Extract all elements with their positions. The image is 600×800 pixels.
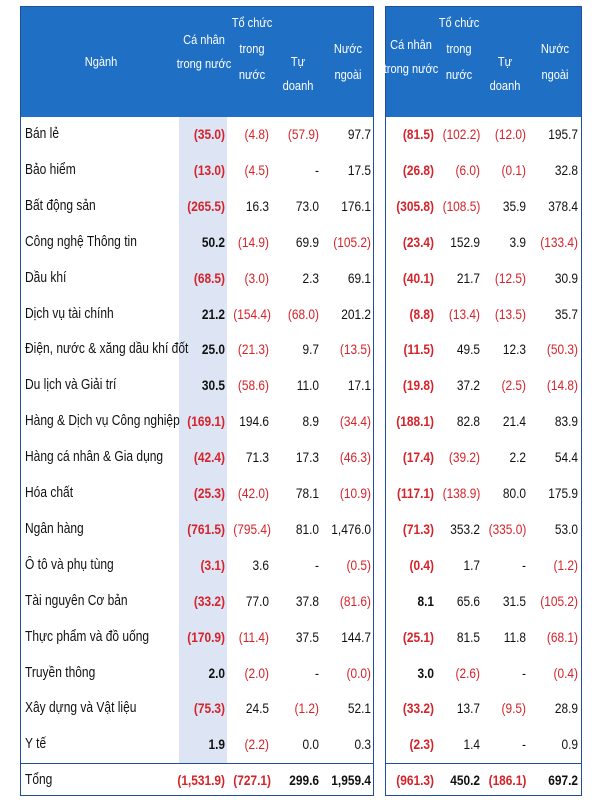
foreign-value: (0.5) [346,556,371,573]
institution-value: (4.8) [244,126,269,142]
individual-value: (33.2) [402,700,434,717]
foreign-value: 17.1 [347,377,371,394]
table-row [386,656,581,690]
table-row [386,368,581,402]
table-row [21,691,373,725]
proprietary-value: - [315,664,319,681]
table-row [386,512,581,546]
individual-value: 8.1 [417,592,434,609]
sector-name: Du lịch và Giải trí [25,376,117,394]
institution-value: (727.1) [233,772,272,788]
institution-value: 1.7 [463,556,480,573]
header-individual-2: trong nước [383,61,439,76]
header-institution-3: nước [238,67,266,82]
header-institution-3: nước [445,67,473,82]
proprietary-value: 11.8 [503,628,526,645]
individual-value: 25.0 [201,341,225,358]
table-row [21,476,373,510]
sector-name: Y tế [25,735,47,753]
institution-value: 82.8 [456,413,480,430]
proprietary-value: 35.9 [502,197,526,214]
foreign-value: (10.9) [339,485,371,501]
foreign-value: 54.4 [554,449,578,466]
header-proprietary: Tự doanh [282,54,314,93]
foreign-value: 195.7 [548,126,578,142]
proprietary-value: 73.0 [295,197,319,214]
individual-value: (23.4) [402,233,434,250]
foreign-value: 69.1 [347,269,371,286]
header-institution-1: Tổ chức [438,15,480,30]
proprietary-value: 11.0 [296,377,319,394]
table-row [21,512,373,546]
table-row [21,368,373,402]
proprietary-value: 299.6 [289,772,319,788]
header-institution-2: trong [446,41,472,56]
table-row [21,727,373,761]
proprietary-value: 81.0 [295,520,319,537]
institution-value: 450.2 [450,772,480,788]
individual-value: (961.3) [396,772,434,788]
table-row [386,584,581,618]
foreign-value: (50.3) [546,341,578,358]
table-row [21,332,373,366]
foreign-value: 144.7 [341,628,371,645]
proprietary-value: 37.5 [295,628,319,645]
individual-value: (305.8) [396,197,434,214]
proprietary-value: 17.3 [295,449,319,466]
header-individual-1: Cá nhân [183,32,225,47]
individual-value: (33.2) [193,592,225,609]
institution-value: (13.4) [448,305,480,322]
individual-value: (8.8) [409,305,434,322]
header-proprietary: Tự doanh [489,54,521,93]
individual-value: (13.0) [193,161,225,178]
proprietary-value: (0.1) [501,161,526,178]
foreign-value: 32.8 [554,161,578,178]
foreign-value: 175.9 [548,485,578,501]
foreign-value: 201.2 [341,305,371,322]
proprietary-value: 80.0 [502,485,526,501]
table-row [386,225,581,259]
individual-value: (25.1) [402,628,434,645]
table-row [386,548,581,582]
sector-name: Hàng & Dịch vụ Công nghiệp [25,412,180,430]
foreign-value: (13.5) [339,341,371,358]
individual-value: (117.1) [396,485,434,501]
institution-value: 81.5 [456,628,480,645]
institution-value: (4.5) [244,161,269,178]
sector-name: Dịch vụ tài chính [25,304,114,322]
foreign-value: (81.6) [339,592,371,609]
individual-value: (75.3) [193,700,225,717]
proprietary-value: - [522,736,526,753]
proprietary-value: 78.1 [295,485,319,501]
institution-value: (21.3) [237,341,269,358]
table-row [21,225,373,259]
total-label: Tổng [25,771,53,788]
sector-name: Xây dựng và Vật liệu [25,699,137,717]
individual-value: 30.5 [201,377,225,394]
table-row [21,440,373,474]
foreign-value: 17.5 [347,161,371,178]
proprietary-value: 21.4 [502,413,526,430]
individual-value: 3.0 [417,664,434,681]
individual-value: (40.1) [402,269,434,286]
foreign-value: 378.4 [548,197,578,214]
table-row [21,153,373,187]
institution-value: 16.3 [245,197,269,214]
individual-value: (0.4) [409,556,434,573]
proprietary-value: 9.7 [302,341,319,358]
sector-name: Hàng cá nhân & Gia dụng [25,448,164,466]
individual-value: 2.0 [208,664,225,681]
institution-value: 71.3 [245,449,269,466]
header-individual-1: Cá nhân [390,37,432,52]
proprietary-value: 31.5 [502,592,526,609]
sector-name: Bán lẻ [25,125,60,142]
foreign-value: 83.9 [554,413,578,430]
foreign-value: (68.1) [546,628,578,645]
institution-value: (2.2) [244,736,269,753]
table-row [21,656,373,690]
institution-value: 353.2 [450,520,480,537]
table-row [21,620,373,654]
foreign-value: 30.9 [554,269,578,286]
proprietary-value: - [522,556,526,573]
institution-value: (795.4) [233,520,272,537]
foreign-value: (14.8) [546,377,578,394]
individual-value: (170.9) [187,628,225,645]
table-row [386,620,581,654]
individual-value: (2.3) [409,736,434,753]
foreign-value: (105.2) [540,592,578,609]
proprietary-value: - [315,161,319,178]
proprietary-value: (9.5) [501,700,526,717]
individual-value: (19.8) [402,377,434,394]
institution-value: 13.7 [456,700,480,717]
header-individual-2: trong nước [176,56,232,71]
foreign-value: (0.0) [346,664,371,681]
table-row [21,117,373,151]
total-row [21,763,373,797]
table-row [21,189,373,223]
foreign-value: 97.7 [347,126,371,142]
table-row [386,332,581,366]
proprietary-value: (57.9) [287,126,319,142]
foreign-value: 53.0 [554,520,578,537]
table-row [21,297,373,331]
proprietary-value: 37.8 [295,592,319,609]
table-row [21,404,373,438]
table-row [386,727,581,761]
proprietary-value: (68.0) [287,305,319,322]
institution-value: (108.5) [442,197,481,214]
left-table-header [21,7,373,117]
individual-value: 21.2 [201,305,225,322]
foreign-value: 0.9 [561,736,578,753]
table-row [21,584,373,618]
individual-value: (68.5) [193,269,225,286]
total-row [386,763,581,797]
institution-value: 77.0 [245,592,269,609]
institution-value: 21.7 [456,269,480,286]
individual-value: 50.2 [201,233,225,250]
table-row [386,189,581,223]
institution-value: (6.0) [455,161,480,178]
proprietary-value: 3.9 [509,233,526,250]
institution-value: (42.0) [237,485,269,501]
foreign-value: (34.4) [339,413,371,430]
individual-value: (188.1) [396,413,434,430]
sector-name: Điện, nước & xăng dầu khí đốt [25,340,189,358]
institution-value: 194.6 [239,413,269,430]
institution-value: (3.0) [244,269,269,286]
individual-value: (11.5) [403,341,434,358]
individual-value: (26.8) [402,161,434,178]
sector-name: Ngân hàng [25,519,84,537]
proprietary-value: 69.9 [295,233,319,250]
foreign-value: 0.3 [354,736,371,753]
foreign-value: (133.4) [540,233,578,250]
left-table [20,6,374,796]
header-institution-1: Tổ chức [231,15,273,30]
header-foreign-2: ngoài [334,67,362,82]
individual-value: (169.1) [187,413,225,430]
foreign-value: 52.1 [347,700,371,717]
sector-name: Truyền thông [25,663,96,681]
proprietary-value: (1.2) [294,700,319,717]
table-row [386,261,581,295]
table-row [386,691,581,725]
foreign-value: 176.1 [341,197,371,214]
foreign-value: (46.3) [339,449,371,466]
right-table [385,6,582,796]
institution-value: (154.4) [233,305,272,322]
table-row [386,404,581,438]
institution-value: 65.6 [456,592,480,609]
header-foreign-2: ngoài [541,67,569,82]
proprietary-value: (335.0) [488,520,527,537]
foreign-value: 1,959.4 [331,772,371,788]
sector-name: Dầu khí [25,268,67,286]
institution-value: 49.5 [456,341,480,358]
institution-value: (102.2) [442,126,481,142]
individual-value: (35.0) [193,126,225,142]
foreign-value: (0.4) [553,664,578,681]
table-row [386,117,581,151]
sector-name: Ô tô và phụ tùng [25,555,114,573]
institution-value: 3.6 [252,556,269,573]
institution-value: (11.4) [238,628,269,645]
proprietary-value: (13.5) [494,305,526,322]
individual-value: (71.3) [402,520,434,537]
sector-name: Bảo hiểm [25,160,76,178]
institution-value: 37.2 [456,377,480,394]
sector-name: Tài nguyên Cơ bản [25,591,128,609]
institution-value: 1.4 [463,736,480,753]
individual-value: (17.4) [402,449,434,466]
foreign-value: (1.2) [553,556,578,573]
institution-value: 24.5 [245,700,269,717]
right-table-header [383,7,581,117]
institution-value: (39.2) [448,449,480,466]
table-row [21,548,373,582]
individual-value: (25.3) [193,485,225,501]
header-sector: Ngành [84,54,118,69]
header-institution-2: trong [239,41,265,56]
foreign-value: 28.9 [554,700,578,717]
institution-value: (2.6) [455,664,480,681]
individual-value: (761.5) [187,520,225,537]
foreign-value: 697.2 [548,772,578,788]
proprietary-value: 8.9 [302,413,319,430]
individual-value: (265.5) [187,197,225,214]
institution-value: (138.9) [442,485,481,501]
foreign-value: 35.7 [554,305,578,322]
individual-value: (1,531.9) [177,772,225,788]
institution-value: (58.6) [237,377,269,394]
proprietary-value: 12.3 [502,341,526,358]
proprietary-value: 2.2 [509,449,526,466]
proprietary-value: (12.5) [494,269,526,286]
table-row [386,297,581,331]
individual-value: (42.4) [193,449,225,466]
table-row [386,153,581,187]
institution-value: (2.0) [244,664,269,681]
table-row [21,261,373,295]
individual-value: 1.9 [208,736,225,753]
proprietary-value: 2.3 [302,269,319,286]
proprietary-value: (2.5) [501,377,526,394]
foreign-value: 1,476.0 [331,520,371,537]
proprietary-value: 0.0 [302,736,319,753]
sector-name: Công nghệ Thông tin [25,232,137,250]
sector-name: Bất động sản [25,196,96,214]
sector-name: Hóa chất [25,484,74,501]
table-row [386,476,581,510]
institution-value: 152.9 [450,233,480,250]
header-foreign-1: Nước [540,41,570,56]
foreign-value: (105.2) [333,233,371,250]
institution-value: (14.9) [237,233,269,250]
proprietary-value: - [522,664,526,681]
sector-name: Thực phẩm và đồ uống [25,627,150,645]
individual-value: (81.5) [402,126,434,142]
header-foreign-1: Nước [333,41,363,56]
proprietary-value: - [315,556,319,573]
proprietary-value: (12.0) [494,126,526,142]
table-row [386,440,581,474]
proprietary-value: (186.1) [488,772,527,788]
individual-value: (3.1) [200,556,225,573]
